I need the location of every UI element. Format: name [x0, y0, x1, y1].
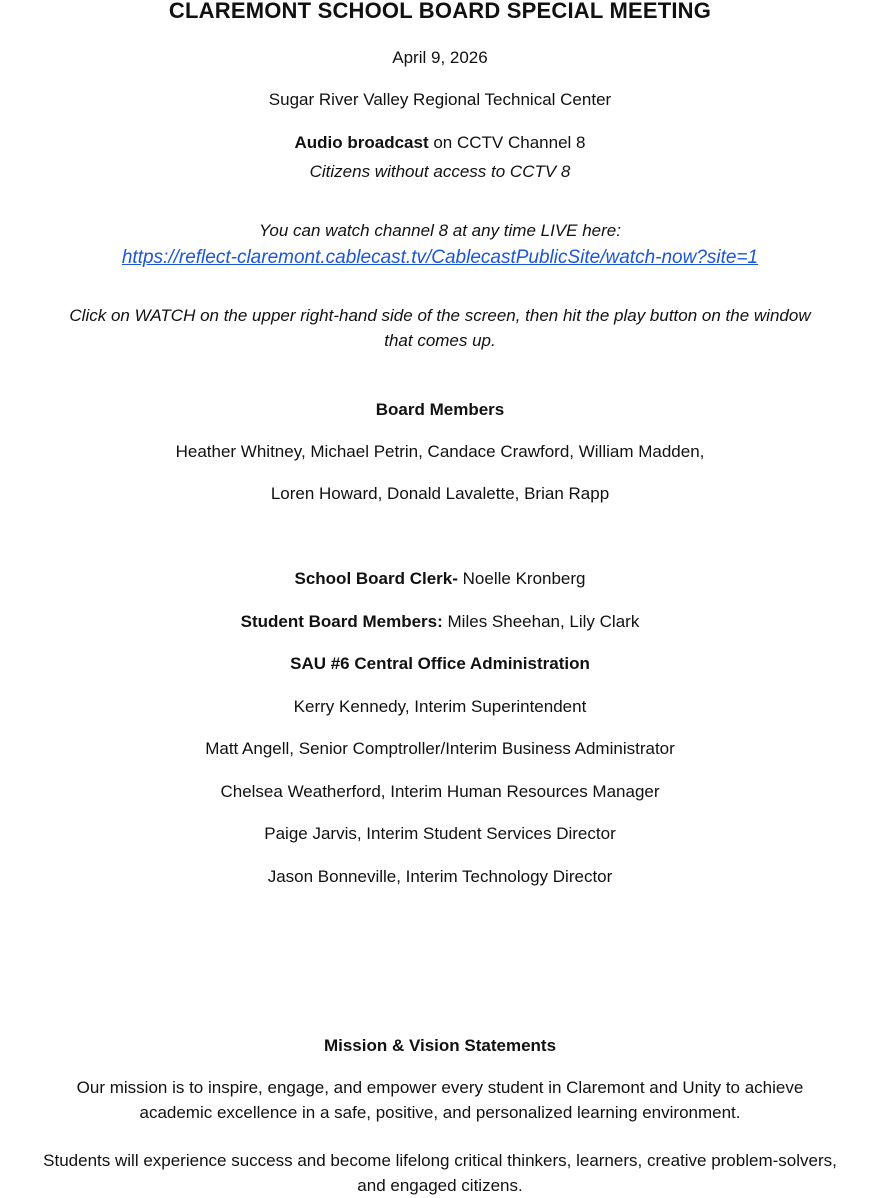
watch-link-row: [0, 245, 880, 270]
clerk-name: Noelle Kronberg: [457, 569, 586, 588]
watch-instructions-line2: that comes up.: [384, 331, 496, 350]
broadcast-label: Audio broadcast: [294, 133, 429, 152]
student-members-names: Miles Sheehan, Lily Clark: [442, 612, 640, 631]
administration-heading: SAU #6 Central Office Administration: [290, 654, 590, 673]
staff-item: Chelsea Weatherford, Interim Human Resources Manager: [220, 782, 660, 801]
broadcast-line: [0, 130, 880, 155]
board-members-heading: Board Members: [375, 400, 505, 419]
student-members-label: Student Board Members:: [240, 612, 443, 631]
no-access-note: Citizens without access to CCTV 8: [309, 162, 571, 181]
mission-line1: Our mission is to inspire, engage, and empower every student in Claremont and Unity to achieve: [76, 1078, 804, 1097]
staff-item: Paige Jarvis, Interim Student Services Director: [264, 824, 616, 843]
student-board-members: [0, 609, 880, 634]
vision-line2: and engaged citizens.: [357, 1176, 523, 1195]
meeting-date: April 9, 2026: [392, 48, 488, 67]
mission-heading: Mission & Vision Statements: [323, 1036, 557, 1055]
mission-line2: academic excellence in a safe, positive, and personalized learning environment.: [139, 1103, 741, 1122]
page-title: CLAREMONT SCHOOL BOARD SPECIAL MEETING: [168, 0, 712, 23]
broadcast-channel: on CCTV Channel 8: [428, 133, 586, 152]
watch-note: You can watch channel 8 at any time LIVE here:: [259, 221, 621, 240]
board-clerk: [0, 566, 880, 591]
staff-item: Jason Bonneville, Interim Technology Director: [267, 867, 613, 886]
board-members-line1: Heather Whitney, Michael Petrin, Candace Crawford, William Madden,: [175, 442, 705, 461]
board-members-line2: Loren Howard, Donald Lavalette, Brian Rapp: [270, 484, 610, 503]
staff-item: Matt Angell, Senior Comptroller/Interim Business Administrator: [205, 739, 675, 758]
clerk-label: School Board Clerk-: [294, 569, 458, 588]
vision-line1: Students will experience success and become lifelong critical thinkers, learners, creative problem-solvers,: [43, 1151, 837, 1170]
meeting-location: Sugar River Valley Regional Technical Center: [268, 90, 612, 109]
watch-instructions-line1: Click on WATCH on the upper right-hand side of the screen, then hit the play button on the window: [69, 306, 811, 325]
staff-item: Kerry Kennedy, Interim Superintendent: [293, 697, 587, 716]
watch-now-link[interactable]: https://reflect-claremont.cablecast.tv/CablecastPublicSite/watch-now?site=1: [121, 247, 759, 268]
